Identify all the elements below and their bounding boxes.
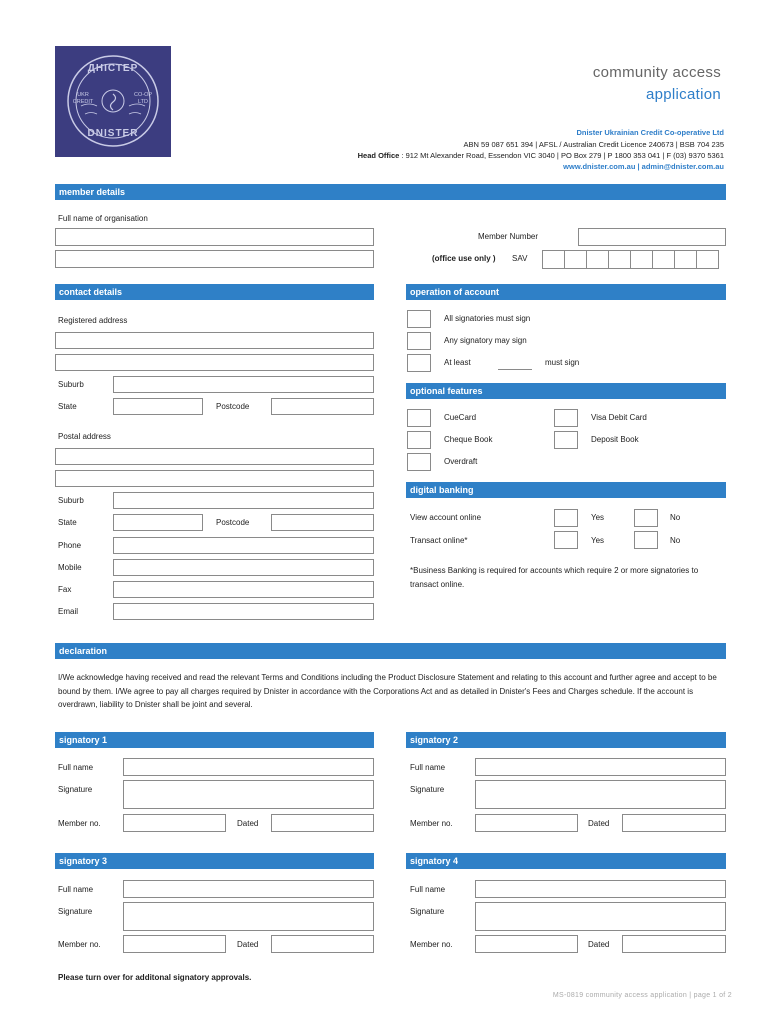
postal-address-field-1[interactable] xyxy=(55,448,374,465)
transact-online-no-label: No xyxy=(670,536,681,545)
signatory-2-member-no-field[interactable] xyxy=(475,814,578,832)
signatory-3-full-name-field[interactable] xyxy=(123,880,374,898)
transact-online-no-checkbox[interactable] xyxy=(634,531,658,549)
declaration-heading: declaration xyxy=(55,643,726,659)
all-sign-label: All signatories must sign xyxy=(444,314,531,323)
transact-online-yes-checkbox[interactable] xyxy=(554,531,578,549)
signatory-3-heading: signatory 3 xyxy=(55,853,374,869)
signatory-4-signature-label: Signature xyxy=(410,907,445,916)
logo-top-text: ДНІСТЕР xyxy=(87,63,139,74)
signatory-3-dated-field[interactable] xyxy=(271,935,374,953)
org-name-label: Full name of organisation xyxy=(58,214,148,223)
signatory-3-member-no-field[interactable] xyxy=(123,935,226,953)
state-label: State xyxy=(58,402,77,411)
form-title-line2: application xyxy=(645,86,721,103)
email-label: Email xyxy=(58,607,79,616)
at-least-count-field[interactable] xyxy=(498,369,532,370)
member-number-label: Member Number xyxy=(478,232,539,241)
page-footer: MS-0819 community access application | page 1 of 2 xyxy=(552,992,732,999)
signatory-2-signature-field[interactable] xyxy=(475,780,726,809)
postal-postcode-label: Postcode xyxy=(216,518,250,527)
postal-postcode-field[interactable] xyxy=(271,514,374,531)
signatory-1-member-no-field[interactable] xyxy=(123,814,226,832)
signatory-3-signature-label: Signature xyxy=(58,907,93,916)
signatory-1-dated-label: Dated xyxy=(237,819,259,828)
must-sign-label: must sign xyxy=(545,358,580,367)
signatory-1-member-no-label: Member no. xyxy=(58,819,101,828)
signatory-2-full-name-label: Full name xyxy=(410,763,446,772)
cuecard-label: CueCard xyxy=(444,413,477,422)
signatory-4-member-no-field[interactable] xyxy=(475,935,578,953)
org-name-field-2[interactable] xyxy=(55,250,374,268)
digital-banking-heading: digital banking xyxy=(406,482,726,498)
member-details-heading: member details xyxy=(55,184,726,200)
dnister-logo xyxy=(55,46,171,157)
deposit-book-checkbox[interactable] xyxy=(554,431,578,449)
phone-field[interactable] xyxy=(113,537,374,554)
postal-address-label: Postal address xyxy=(58,432,111,441)
office-use-label: (office use only ) xyxy=(432,254,496,263)
optional-features-heading: optional features xyxy=(406,383,726,399)
mobile-label: Mobile xyxy=(58,563,82,572)
cuecard-checkbox[interactable] xyxy=(407,409,431,427)
signatory-3-full-name-label: Full name xyxy=(58,885,94,894)
overdraft-label: Overdraft xyxy=(444,457,478,466)
signatory-1-heading: signatory 1 xyxy=(55,732,374,748)
logo-bottom-text: DNISTER xyxy=(87,128,139,139)
signatory-2-heading: signatory 2 xyxy=(406,732,726,748)
operation-heading: operation of account xyxy=(406,284,726,300)
deposit-book-label: Deposit Book xyxy=(591,435,639,444)
registered-address-field-1[interactable] xyxy=(55,332,374,349)
registered-address-label: Registered address xyxy=(58,316,128,325)
postal-state-label: State xyxy=(58,518,77,527)
signatory-3-member-no-label: Member no. xyxy=(58,940,101,949)
cheque-book-label: Cheque Book xyxy=(444,435,493,444)
registered-address-field-2[interactable] xyxy=(55,354,374,371)
signatory-3-signature-field[interactable] xyxy=(123,902,374,931)
sav-label: SAV xyxy=(512,254,528,263)
signatory-1-signature-label: Signature xyxy=(58,785,93,794)
any-sign-label: Any signatory may sign xyxy=(444,336,527,345)
sav-number-cells[interactable] xyxy=(543,250,719,269)
postal-suburb-field[interactable] xyxy=(113,492,374,509)
cheque-book-checkbox[interactable] xyxy=(407,431,431,449)
view-online-label: View account online xyxy=(410,513,482,522)
fax-field[interactable] xyxy=(113,581,374,598)
phone-label: Phone xyxy=(58,541,82,550)
signatory-4-member-no-label: Member no. xyxy=(410,940,453,949)
mobile-field[interactable] xyxy=(113,559,374,576)
view-online-no-checkbox[interactable] xyxy=(634,509,658,527)
signatory-2-dated-field[interactable] xyxy=(622,814,726,832)
suburb-field[interactable] xyxy=(113,376,374,393)
signatory-1-dated-field[interactable] xyxy=(271,814,374,832)
signatory-2-dated-label: Dated xyxy=(588,819,610,828)
head-office-label: Head Office xyxy=(357,151,400,160)
signatory-2-full-name-field[interactable] xyxy=(475,758,726,776)
head-office-text: : 912 Mt Alexander Road, Essendon VIC 3040 | PO Box 279 | P 1800 353 041 | F (03) 9370 5361 xyxy=(399,151,724,160)
visa-label: Visa Debit Card xyxy=(591,413,647,422)
business-banking-note: *Business Banking is required for accounts which require 2 or more signatories to transact online. xyxy=(410,566,699,589)
postcode-field[interactable] xyxy=(271,398,374,415)
web-contact-line[interactable]: www.dnister.com.au | admin@dnister.com.au xyxy=(563,162,724,171)
signatory-4-heading: signatory 4 xyxy=(406,853,726,869)
state-field[interactable] xyxy=(113,398,203,415)
org-name: Dnister Ukrainian Credit Co-operative Ltd xyxy=(576,128,724,137)
at-least-label: At least xyxy=(444,358,471,367)
transact-online-yes-label: Yes xyxy=(591,536,605,545)
contact-details-heading: contact details xyxy=(55,284,374,300)
signatory-4-full-name-label: Full name xyxy=(410,885,446,894)
registration-line: ABN 59 087 651 394 | AFSL / Australian Credit Licence 240673 | BSB 704 235 xyxy=(463,140,724,149)
signatory-4-full-name-field[interactable] xyxy=(475,880,726,898)
signatory-3-dated-label: Dated xyxy=(237,940,259,949)
logo-left-text: UKR CREDIT xyxy=(72,92,94,105)
logo-right-text: CO-OP LTD xyxy=(133,92,153,105)
any-sign-checkbox[interactable] xyxy=(407,332,431,350)
postal-state-field[interactable] xyxy=(113,514,203,531)
suburb-label: Suburb xyxy=(58,380,84,389)
view-online-yes-checkbox[interactable] xyxy=(554,509,578,527)
declaration-text: I/We acknowledge having received and read the relevant Terms and Conditions including the Product Disclosure Statement and relating to this account and further agree and accept to be bound by them. I/We agree to pay all charges required by Dnister in accordance with the Corporations Act and as detailed in Dnister's Fees and Charges schedule. If the account is overdrawn, liability to Dnister shall be joint and several. xyxy=(58,673,717,709)
view-online-yes-label: Yes xyxy=(591,513,605,522)
visa-checkbox[interactable] xyxy=(554,409,578,427)
org-name-field-1[interactable] xyxy=(55,228,374,246)
view-online-no-label: No xyxy=(670,513,681,522)
signatory-1-signature-field[interactable] xyxy=(123,780,374,809)
postal-suburb-label: Suburb xyxy=(58,496,84,505)
turn-over-note: Please turn over for additonal signatory approvals. xyxy=(58,973,252,982)
all-sign-checkbox[interactable] xyxy=(407,310,431,328)
signatory-2-signature-label: Signature xyxy=(410,785,445,794)
signatory-1-full-name-label: Full name xyxy=(58,763,94,772)
head-office-line xyxy=(358,151,724,160)
member-number-field[interactable] xyxy=(578,228,726,246)
at-least-checkbox[interactable] xyxy=(407,354,431,372)
signatory-2-member-no-label: Member no. xyxy=(410,819,453,828)
form-title-line1: community access xyxy=(592,64,721,81)
postal-address-field-2[interactable] xyxy=(55,470,374,487)
postcode-label: Postcode xyxy=(216,402,250,411)
overdraft-checkbox[interactable] xyxy=(407,453,431,471)
signatory-4-dated-field[interactable] xyxy=(622,935,726,953)
signatory-4-dated-label: Dated xyxy=(588,940,610,949)
fax-label: Fax xyxy=(58,585,72,594)
transact-online-label: Transact online* xyxy=(410,536,468,545)
email-field[interactable] xyxy=(113,603,374,620)
signatory-1-full-name-field[interactable] xyxy=(123,758,374,776)
signatory-4-signature-field[interactable] xyxy=(475,902,726,931)
